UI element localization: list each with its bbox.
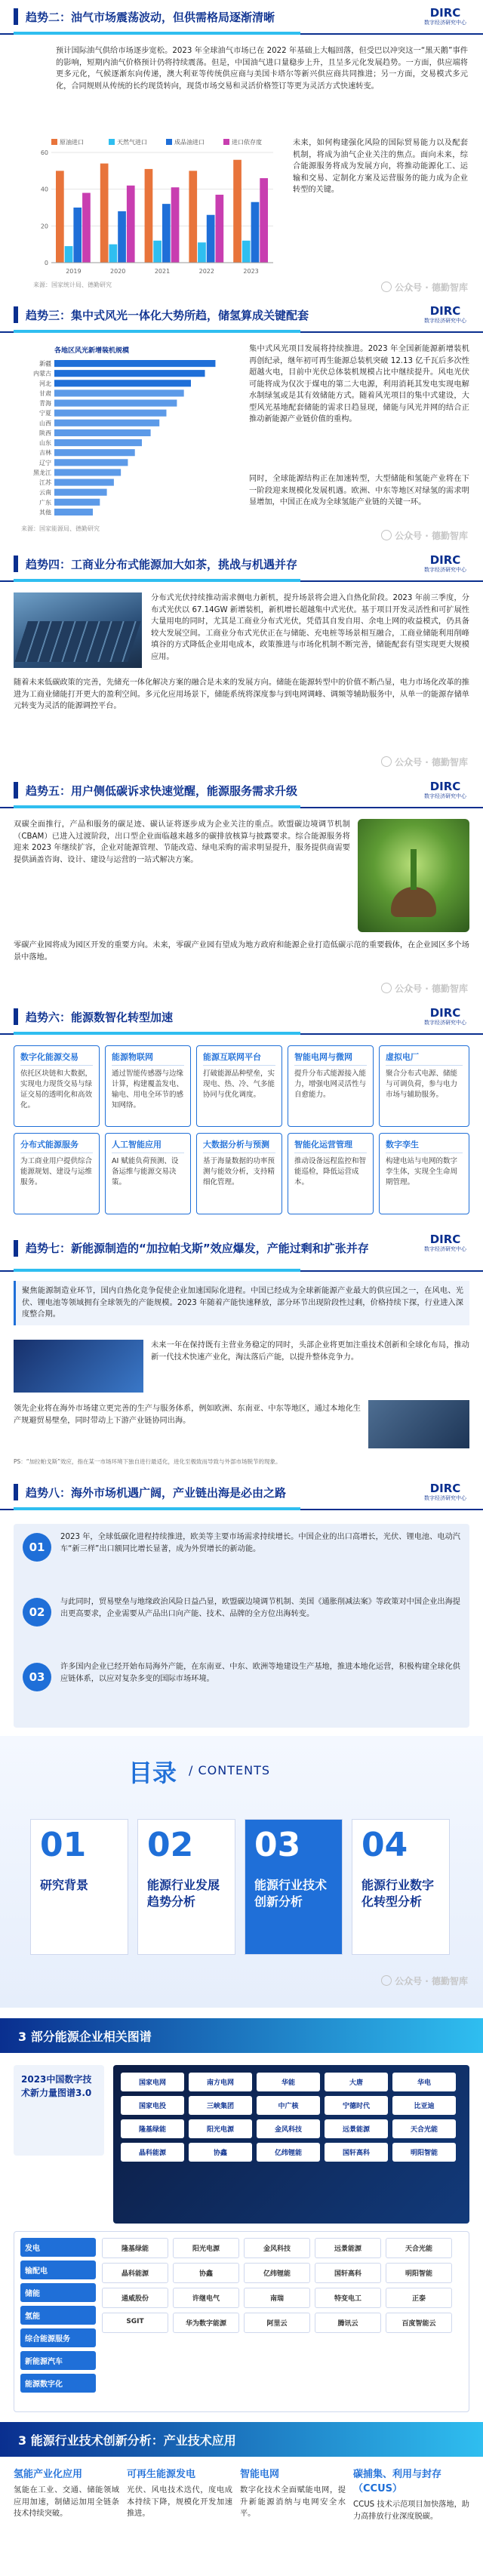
company-logo: 中广核 <box>257 2096 320 2115</box>
card-desc: 聚合分布式电源、储能与可调负荷，参与电力市场与辅助服务。 <box>386 1069 458 1099</box>
company-logo: 亿纬锂能 <box>257 2143 320 2162</box>
dt-card <box>105 1133 191 1214</box>
section-header <box>0 547 483 582</box>
legend-label: 成品油进口 <box>174 139 205 146</box>
company-logo: 明阳智能 <box>392 2143 456 2162</box>
company-logo: SGIT <box>102 2313 168 2333</box>
company-logo: 远景能源 <box>315 2238 381 2258</box>
item-number: 01 <box>23 1533 51 1562</box>
dt-card <box>196 1133 282 1214</box>
company-logo: 亿纬锂能 <box>244 2263 310 2283</box>
company-logos <box>121 2073 462 2162</box>
category-label: 宁夏 <box>39 410 51 417</box>
company-logo: 天合光能 <box>392 2119 456 2138</box>
bar <box>73 208 82 263</box>
toc-label: 研究背景 <box>40 1878 89 1892</box>
card-desc: 构建电站与电网的数字孪生体，实现全生命周期管理。 <box>386 1157 458 1186</box>
wechat-icon <box>381 530 392 540</box>
bar <box>82 193 91 263</box>
paragraph: 同时，全球能源结构正在加速转型，大型储能和氢能产业将在下一阶段迎来规模化发展机遇。欧洲、中东等地区对绿氢的需求明显增加，中国正在成为全球氢能产业链的关键一环。 <box>249 475 469 506</box>
section-banner <box>0 2018 483 2053</box>
company-logo: 金风科技 <box>244 2238 310 2258</box>
bar <box>54 429 151 436</box>
category-label: 能源数字化 <box>20 2374 96 2393</box>
category-label: 云南 <box>39 489 51 497</box>
category-label: 内蒙古 <box>33 370 51 377</box>
chart-title: 各地区风光新增装机规模 <box>54 347 130 355</box>
card-desc: 基于海量数据的功率预测与能效分析，支持精细化管理。 <box>203 1157 275 1186</box>
category-label: 新疆 <box>39 360 51 368</box>
paragraph: 集中式风光项目发展将持续推进。2023 年全国新能源新增装机再创纪录，继年初可再生能源总装机突破 12.13 亿千瓦后多次性超越火电，目前中光伏总体装机规模占比中继续提升。风电光伏可能将成为仅次于煤电的第二大电源，利用消耗其发电实现电解水制绿氢或是其有效储能方式。随着风光项目的集中式建设，大型风光基地配套储能的需求日趋显现，储能与风光并网的结合正推动新能源产业链价值的重构。 <box>249 345 469 423</box>
footnote: PS：“加拉帕戈斯”效应，指在某一市场环境下独自进行最适化，进化至极致而导致与外部市场脱节的现象。 <box>14 1458 281 1465</box>
category-label: 山东 <box>39 439 51 447</box>
card-title: 能源物联网 <box>112 1051 184 1066</box>
card-desc: 通过智能传感器与边缘计算，构建覆盖发电、输电、用电全环节的感知网络。 <box>112 1069 184 1109</box>
section-header <box>0 0 483 35</box>
category-label: 甘肃 <box>39 389 51 397</box>
toc-number: 02 <box>147 1826 194 1864</box>
company-logo: 许继电气 <box>173 2288 239 2308</box>
bar <box>207 215 215 263</box>
bar <box>54 489 107 496</box>
toc-item[interactable] <box>352 1819 450 1955</box>
trend-8-section <box>0 1476 483 1736</box>
card-desc: 依托区块链和大数据，实现电力现货交易与绿证交易的透明化和高效化。 <box>20 1069 93 1109</box>
bar <box>54 439 142 446</box>
x-tick-label: 2019 <box>66 268 82 275</box>
category-label: 黑龙江 <box>33 469 51 476</box>
wechat-icon <box>381 282 392 292</box>
company-map-section <box>0 2008 483 2419</box>
header-accent <box>14 782 18 799</box>
company-logo: 腾讯云 <box>315 2313 381 2333</box>
chart-caption: 来源：国家统计局、德勤研究 <box>33 282 112 288</box>
brand-logo: DIRC 数字经济研究中心 <box>424 1482 466 1501</box>
paragraph: 双碳全面推行，产品和服务的碳足迹、碳认证将逐步成为企业关注的重点。欧盟碳边境调节机制（CBAM）已进入过渡阶段，出口型企业面临越来越多的碳排放核算与披露要求。综合能源服务将迎来 2023 年继续扩容，企业对能源管理、节能改造、绿电采购的需求明显提升，服务提供商需要提供涵盖咨询、设计、建设与运营的一站式解决方案。 <box>14 820 350 864</box>
bar <box>54 420 159 426</box>
solar-panels <box>14 621 141 662</box>
y-tick-label: 40 <box>40 186 48 193</box>
company-logo: 百度智能云 <box>386 2313 452 2333</box>
toc-item-active[interactable] <box>245 1819 343 1955</box>
header-accent <box>14 8 18 25</box>
tech-desc: 氢能在工业、交通、储能领域应用加速，制储运加用全链条技术持续突破。 <box>14 2486 119 2518</box>
dt-card <box>14 1133 100 1214</box>
legend-swatch <box>166 139 172 145</box>
paragraph: 未来，如何构建强化风险的国际贸易能力以及配套机制，将成为油气企业关注的焦点。面向未来，综合能源服务将成为发展方向，将推动能源化工、运输和交易、定制化方案及运营服务的能力成为企业转型的关键。 <box>293 139 468 194</box>
brand-logo: DIRC 数字经济研究中心 <box>424 6 466 26</box>
bar <box>54 380 191 386</box>
toc-item[interactable] <box>137 1819 235 1955</box>
category-label: 河北 <box>39 380 51 387</box>
company-logo: 华电 <box>392 2073 456 2091</box>
section-title: 趋势四：工商业分布式能源加大如茶，挑战与机遇并存 <box>26 557 298 571</box>
bar <box>251 202 260 263</box>
header-accent <box>14 1484 18 1500</box>
section-title: 趋势六：能源数智化转型加速 <box>26 1010 174 1024</box>
brand-logo: DIRC 数字经济研究中心 <box>424 304 466 324</box>
watermark: 公众号 · 德勤智库 <box>381 982 468 995</box>
banner-title: 3 能源行业技术创新分析：产业技术应用 <box>18 2433 236 2448</box>
tech-column <box>14 2466 119 2520</box>
bar <box>127 186 135 263</box>
category-label: 新能源汽车 <box>20 2351 96 2370</box>
legend-label: 原油进口 <box>60 139 84 146</box>
company-logo: 阿里云 <box>244 2313 310 2333</box>
category-label: 氢能 <box>20 2306 96 2325</box>
category-label: 储能 <box>20 2283 96 2302</box>
company-logo: 协鑫 <box>173 2263 239 2283</box>
x-tick-label: 2023 <box>243 268 259 275</box>
bar <box>118 211 126 263</box>
category-label: 江苏 <box>39 479 51 487</box>
brand-logo: DIRC 数字经济研究中心 <box>424 1233 466 1252</box>
dt-card <box>288 1133 374 1214</box>
bar <box>145 169 153 263</box>
toc-item[interactable] <box>30 1819 128 1955</box>
hands-soil <box>391 887 436 917</box>
bar <box>54 449 135 456</box>
factory-photo <box>14 1340 143 1393</box>
card-title: 数字孪生 <box>386 1138 463 1153</box>
header-accent <box>14 1240 18 1257</box>
y-tick-label: 0 <box>44 260 48 266</box>
toc-label: 能源行业发展趋势分析 <box>147 1878 220 1909</box>
company-logos <box>102 2238 464 2333</box>
paragraph: 随着未来低碳政策的完善，先储充一体化解决方案的融合是未来的发展方向。储能在能源转型中的价值不断凸显，电力市场化改革的推进为工商业储能打开更大的盈利空间。多元化应用场景下，储能系统将深度参与到电网调峰、调频等辅助服务中，从单一的能源存储单元转变为灵活的能源调控平台。 <box>14 679 469 710</box>
toc-label: 能源行业数字化转型分析 <box>361 1878 435 1909</box>
category-label: 输配电 <box>20 2261 96 2279</box>
section-title: 趋势三：集中式风光一体化大势所趋，储氢算成关键配套 <box>26 308 309 322</box>
legend-swatch <box>223 139 229 145</box>
bar <box>54 509 93 516</box>
energy-map-image <box>113 2065 469 2224</box>
bar <box>54 469 121 475</box>
category-label: 青海 <box>39 400 51 408</box>
card-title: 分布式能源服务 <box>20 1138 93 1153</box>
company-logo: 比亚迪 <box>392 2096 456 2115</box>
map-side-title: 2023中国数字技术新力量图谱3.0 <box>14 2065 104 2156</box>
paragraph: 零碳产业园将成为园区开发的重要方向。未来，零碳产业园有望成为地方政府和能源企业打造低碳示范的重要载体，在企业园区多个场景中落地。 <box>14 941 469 962</box>
toc-heading-en: / CONTENTS <box>189 1763 270 1777</box>
chart-caption: 来源：国家能源局、德勤研究 <box>21 525 100 532</box>
trend-6-section <box>0 1000 483 1226</box>
tech-title: 氢能产业化应用 <box>14 2469 83 2480</box>
company-logo: 国轩高科 <box>315 2263 381 2283</box>
banner-title: 3 部分能源企业相关图谱 <box>18 2029 152 2044</box>
item-number: 03 <box>23 1663 51 1691</box>
company-logo: 国家电投 <box>121 2096 184 2115</box>
wind-solar-chart <box>18 343 237 522</box>
paragraph: 许多国内企业已经开始布局海外产能，在东南亚、中东、欧洲等地建设生产基地，推进本地化运营，积极构建全球化供应链体系，以应对复杂多变的国际市场环境。 <box>60 1663 460 1683</box>
category-label: 其他 <box>39 509 51 516</box>
section-header <box>0 1000 483 1035</box>
toc-section <box>0 1736 483 2008</box>
company-logo: 阳光电源 <box>189 2119 252 2138</box>
category-label: 发电 <box>20 2238 96 2257</box>
category-label: 辽宁 <box>39 459 51 466</box>
toc-label: 能源行业技术创新分析 <box>254 1878 328 1909</box>
bar <box>56 171 64 263</box>
watermark: 公众号 · 德勤智库 <box>381 1974 468 1987</box>
watermark: 公众号 · 德勤智库 <box>381 281 468 294</box>
section-title: 趋势二：油气市场震荡波动，但供需格局逐渐清晰 <box>26 10 275 24</box>
company-logo: 隆基绿能 <box>102 2238 168 2258</box>
company-logo: 金风科技 <box>257 2119 320 2138</box>
tech-column <box>240 2466 346 2520</box>
section-header <box>0 774 483 808</box>
dt-card <box>288 1045 374 1127</box>
bar <box>54 360 215 367</box>
category-label: 综合能源服务 <box>20 2328 96 2347</box>
paragraph: 领先企业将在海外市场建立更完善的生产与服务体系，例如欧洲、东南亚、中东等地区，通过本地化生产规避贸易壁垒，同时带动上下游产业链协同出海。 <box>14 1405 361 1425</box>
watermark: 公众号 · 德勤智库 <box>381 529 468 542</box>
wechat-icon <box>381 756 392 767</box>
section-title: 趋势五：用户侧低碳诉求快速觉醒，能源服务需求升级 <box>26 783 298 798</box>
company-logo: 晶科能源 <box>121 2143 184 2162</box>
section-title: 趋势七：新能源制造的“加拉帕戈斯”效应爆发，产能过剩和扩张并存 <box>26 1242 369 1255</box>
tech-column <box>127 2466 232 2520</box>
bar <box>54 370 205 377</box>
tech-title: 可再生能源发电 <box>127 2469 196 2480</box>
paragraph: 2023 年，全球低碳化进程持续推进，欧美等主要市场需求持续增长。中国企业的出口高增长，光伏、锂电池、电动汽车“新三样”出口额同比增长显著，成为外贸增长的新动能。 <box>60 1533 460 1553</box>
bar <box>54 410 166 417</box>
trend-3-section <box>0 298 483 547</box>
company-logo: 南方电网 <box>189 2073 252 2091</box>
company-logo: 国轩高科 <box>325 2143 388 2162</box>
company-logo: 华为数字能源 <box>173 2313 239 2333</box>
wechat-icon <box>381 1975 392 1986</box>
toc-top <box>0 1736 483 1804</box>
bar <box>198 242 206 263</box>
tech-desc: CCUS 技术示范项目加快落地，助力高排放行业深度脱碳。 <box>353 2501 469 2521</box>
dt-card <box>196 1045 282 1127</box>
section-banner <box>0 2422 483 2457</box>
legend-swatch <box>109 139 115 145</box>
company-logo: 通威股份 <box>102 2288 168 2308</box>
company-logo: 天合光能 <box>386 2238 452 2258</box>
oil-gas-chart <box>30 136 279 279</box>
dt-card <box>379 1133 469 1214</box>
trend-8-panel <box>14 1524 469 1728</box>
card-title: 能源互联网平台 <box>203 1051 275 1066</box>
paragraph: 分布式光伏持续推动需求侧电力新机，提升场景将会进入自热化阶段。2023 年前三季度，分布式光伏以 67.14GW 新增装机，新机增长超越集中式光伏。基于项目开发灵活性和可扩展性大量用电的同时，尤其是工商业分布式光伏，凭借其自发自用、余电上网的收益模式，仍具备较大发展空间。工商业分布式光伏正在与储能、充电桩等场景相互融合，工商业储能利用削峰填谷的方式降低企业用电成本，政策推进与市场化机制不断完善，储能配套有望实现更大规模应用。 <box>151 594 469 661</box>
x-tick-label: 2021 <box>154 268 171 275</box>
bar <box>65 246 73 263</box>
company-logo: 三峡集团 <box>189 2096 252 2115</box>
card-title: 虚拟电厂 <box>386 1051 463 1066</box>
header-accent <box>14 1008 18 1025</box>
legend-swatch <box>51 139 57 145</box>
header-accent <box>14 306 18 323</box>
wind-turbine-photo <box>368 1400 469 1448</box>
company-logo: 华能 <box>257 2073 320 2091</box>
trend-7-section <box>0 1226 483 1476</box>
bar <box>153 241 162 263</box>
category-label: 山西 <box>39 420 51 427</box>
toc-number: 03 <box>254 1826 301 1864</box>
company-logo: 南瑞 <box>244 2288 310 2308</box>
y-tick-label: 20 <box>40 223 48 230</box>
bar <box>171 187 180 263</box>
paragraph: 聚焦能源制造业环节，国内自热化竞争促使企业加速国际化进程。中国已经成为全球新能源产业最大的供应国之一，在风电、光伏、锂电池等领域拥有全球领先的产能规模。2023 年随着产能快速释放，部分环节出现阶段性过剩，价格持续下探，行业进入深度整合期。 <box>14 1281 469 1325</box>
company-logo: 协鑫 <box>189 2143 252 2162</box>
company-logo: 宁德时代 <box>325 2096 388 2115</box>
bar <box>162 204 171 263</box>
header-accent <box>14 556 18 572</box>
brand-logo: DIRC 数字经济研究中心 <box>424 553 466 573</box>
company-logo: 正泰 <box>386 2288 452 2308</box>
plant-stem <box>411 849 417 890</box>
category-label: 广东 <box>39 499 51 506</box>
x-tick-label: 2022 <box>198 268 214 275</box>
tech-column <box>353 2466 469 2522</box>
x-tick-label: 2020 <box>110 268 126 275</box>
company-logo: 明阳智能 <box>386 2263 452 2283</box>
tech-desc: 数字化技术全面赋能电网，提升新能源消纳与电网安全水平。 <box>240 2486 346 2518</box>
bar <box>54 459 128 466</box>
brand-logo: DIRC 数字经济研究中心 <box>424 780 466 799</box>
company-logo: 远景能源 <box>325 2119 388 2138</box>
brand-logo: DIRC 数字经济研究中心 <box>424 1006 466 1026</box>
dt-card <box>105 1045 191 1127</box>
bar <box>260 178 268 263</box>
watermark: 公众号 · 德勤智库 <box>381 756 468 768</box>
tech-title: 碳捕集、利用与封存（CCUS） <box>353 2469 442 2494</box>
bar <box>54 479 114 486</box>
trend-2-section <box>0 0 483 298</box>
card-title: 大数据分析与预测 <box>203 1138 275 1153</box>
bar <box>54 389 184 396</box>
category-label: 吉林 <box>39 449 51 457</box>
section-header <box>0 298 483 333</box>
category-label: 陕西 <box>39 429 51 437</box>
card-title: 智能电网与微网 <box>294 1051 367 1066</box>
section-title: 趋势八：海外市场机遇广阔，产业链出海是必由之路 <box>26 1485 287 1500</box>
company-logo: 隆基绿能 <box>121 2119 184 2138</box>
card-desc: 为工商业用户提供综合能源规划、建设与运维服务。 <box>20 1157 93 1186</box>
dt-card <box>14 1045 100 1127</box>
card-desc: 推动设备远程监控和智能巡检，降低运营成本。 <box>294 1157 367 1186</box>
bar <box>216 195 224 263</box>
paragraph: 预计国际油气供给市场逐步宽松。2023 年全球油气市场已在 2022 年基础上大幅回落，但受巴以冲突这一“黑天鹅”事件的影响，短期内油气价格预计仍将持续震荡。但是，中国油气进口量稳步上升，且呈多元化发展趋势。一方面，供应端将更多元化，气候逐渐东向传递，澳大利亚等传统供应商与美国卡塔尔等新兴供应商共同推进；另一方面，交易模式多元化，合同规则从传统的长约现货转向，现货市场交易和灵活价格签订等更为灵活方式快速转变。 <box>56 47 468 91</box>
trend-4-section <box>0 547 483 774</box>
card-desc: AI 赋能负荷预测、设备运维与能源交易决策。 <box>112 1157 179 1186</box>
card-title: 数字化能源交易 <box>20 1051 93 1066</box>
tech-application-section <box>0 2419 483 2576</box>
paragraph: 未来一年在保持既有主营业务稳定的同时，头部企业将更加注重技术创新和全球化布局，推动新一代技术快速产业化，淘汰落后产能，以提升整体竞争力。 <box>151 1341 469 1362</box>
bar <box>54 400 177 407</box>
toc-heading: 目录 <box>128 1759 177 1787</box>
company-logo: 大唐 <box>325 2073 388 2091</box>
wechat-icon <box>381 983 392 993</box>
bar <box>233 160 242 263</box>
solar-panel-photo <box>14 592 142 668</box>
tech-desc: 光伏、风电技术迭代，度电成本持续下降，规模化开发加速推进。 <box>127 2486 232 2518</box>
bar <box>54 499 100 506</box>
bar <box>109 245 118 263</box>
dt-card <box>379 1045 469 1127</box>
company-logo: 特变电工 <box>315 2288 381 2308</box>
trend-5-section <box>0 774 483 1000</box>
card-title: 人工智能应用 <box>112 1138 184 1153</box>
section-header <box>0 1476 483 1510</box>
company-logo: 阳光电源 <box>173 2238 239 2258</box>
company-grid <box>14 2231 469 2412</box>
green-plant-photo <box>358 819 469 932</box>
item-number: 02 <box>23 1598 51 1627</box>
legend-label: 天然气进口 <box>117 139 147 146</box>
toc-number: 01 <box>40 1826 87 1864</box>
card-desc: 打破能源品种壁垒，实现电、热、冷、气多能协同与优化调度。 <box>203 1069 275 1099</box>
y-tick-label: 60 <box>40 149 48 156</box>
section-header <box>0 1226 483 1272</box>
company-logo: 国家电网 <box>121 2073 184 2091</box>
bar <box>189 171 197 263</box>
company-logo: 晶科能源 <box>102 2263 168 2283</box>
legend-label: 进口依存度 <box>232 139 262 146</box>
card-title: 智能化运营管理 <box>294 1138 367 1153</box>
bar <box>242 241 251 263</box>
paragraph: 与此同时，贸易壁垒与地缘政治风险日益凸显，欧盟碳边境调节机制、美国《通胀削减法案》等政策对中国企业出海提出更高要求，企业需要从产品出口向产能、技术、品牌的全方位出海转变。 <box>60 1598 460 1618</box>
toc-number: 04 <box>361 1826 408 1864</box>
card-desc: 提升分布式能源接入能力，增强电网灵活性与自愈能力。 <box>294 1069 367 1099</box>
bar <box>100 164 109 263</box>
tech-title: 智能电网 <box>240 2469 280 2480</box>
category-list <box>20 2238 96 2396</box>
